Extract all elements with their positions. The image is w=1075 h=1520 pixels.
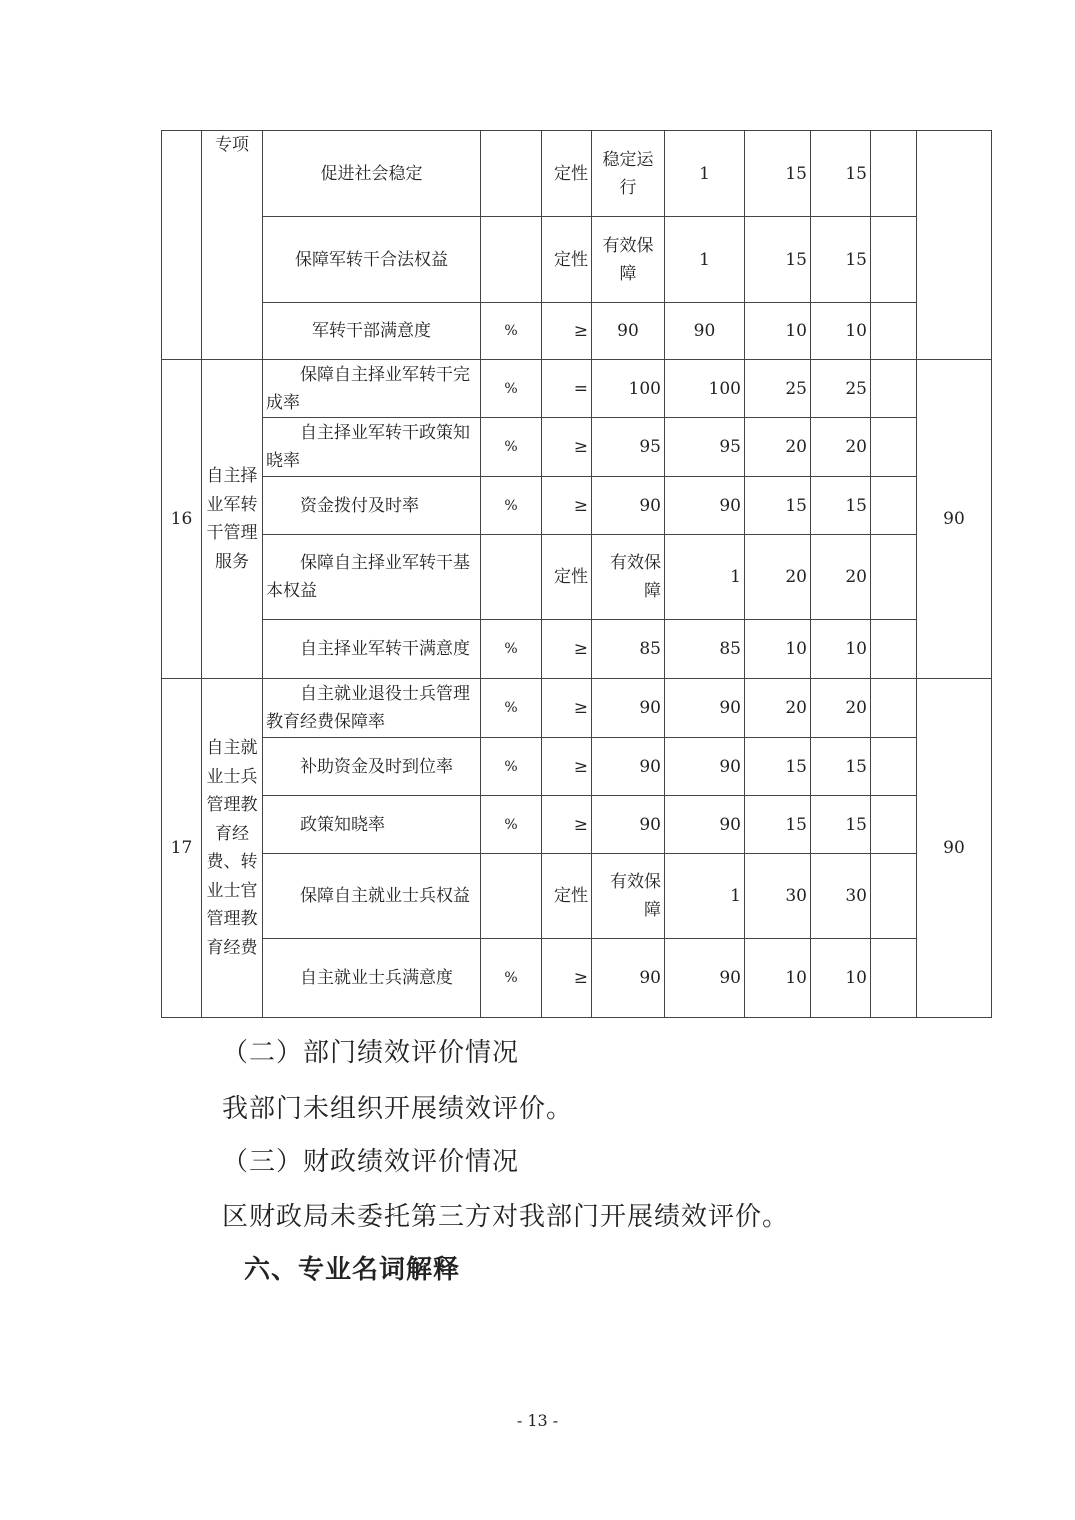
- indicator-target: 90: [592, 796, 665, 854]
- indicator-target: 90: [592, 738, 665, 796]
- performance-table: [161, 130, 992, 1018]
- indicator-target: 有效保障: [592, 854, 665, 939]
- indicator-name: 保障自主就业士兵权益: [263, 854, 481, 939]
- indicator-note: [871, 854, 917, 939]
- indicator-name: 资金拨付及时率: [263, 477, 481, 535]
- indicator-name: 自主就业退役士兵管理教育经费保障率: [263, 679, 481, 738]
- indicator-target: 100: [592, 360, 665, 418]
- indicator-note: [871, 796, 917, 854]
- indicator-operator: ≥: [542, 620, 592, 679]
- indicator-score: 10: [811, 939, 871, 1018]
- indicator-actual: 1: [665, 217, 745, 303]
- indicator-target: 90: [592, 679, 665, 738]
- indicator-weight: 30: [745, 854, 811, 939]
- indicator-weight: 15: [745, 131, 811, 217]
- indicator-actual: 90: [665, 939, 745, 1018]
- project-total-cell: 90: [917, 360, 992, 679]
- indicator-name: 自主择业军转干政策知晓率: [263, 418, 481, 477]
- indicator-score: 20: [811, 418, 871, 477]
- indicator-note: [871, 303, 917, 360]
- table-row: [162, 939, 992, 1018]
- table-row: [162, 796, 992, 854]
- indicator-actual: 1: [665, 131, 745, 217]
- indicator-operator: ≥: [542, 303, 592, 360]
- indicator-operator: ≥: [542, 738, 592, 796]
- indicator-actual: 90: [665, 303, 745, 360]
- indicator-note: [871, 477, 917, 535]
- indicator-target: 有效保障: [592, 535, 665, 620]
- indicator-operator: ≥: [542, 418, 592, 477]
- indicator-name: 保障自主择业军转干完成率: [263, 360, 481, 418]
- indicator-operator: =: [542, 360, 592, 418]
- dept-eval-heading: （二）部门绩效评价情况: [222, 1038, 520, 1068]
- indicator-weight: 20: [745, 535, 811, 620]
- table-row: [162, 738, 992, 796]
- indicator-score: 15: [811, 738, 871, 796]
- indicator-unit: %: [481, 679, 542, 738]
- indicator-actual: 1: [665, 535, 745, 620]
- indicator-operator: ≥: [542, 939, 592, 1018]
- indicator-unit: %: [481, 360, 542, 418]
- project-number-cell: 16: [162, 360, 202, 679]
- project-number-cell: [162, 131, 202, 360]
- indicator-note: [871, 679, 917, 738]
- project-category-cell: 自主择业军转干管理服务: [202, 360, 263, 679]
- indicator-actual: 1: [665, 854, 745, 939]
- table-row: [162, 854, 992, 939]
- indicator-target: 稳定运行: [592, 131, 665, 217]
- indicator-note: [871, 535, 917, 620]
- indicator-unit: %: [481, 796, 542, 854]
- indicator-weight: 15: [745, 217, 811, 303]
- indicator-note: [871, 418, 917, 477]
- indicator-name: 军转干部满意度: [263, 303, 481, 360]
- indicator-operator: 定性: [542, 854, 592, 939]
- fin-eval-heading: （三）财政绩效评价情况: [222, 1147, 520, 1177]
- indicator-note: [871, 360, 917, 418]
- indicator-name: 保障军转干合法权益: [263, 217, 481, 303]
- indicator-name: 保障自主择业军转干基本权益: [263, 535, 481, 620]
- indicator-name: 自主就业士兵满意度: [263, 939, 481, 1018]
- indicator-score: 15: [811, 131, 871, 217]
- indicator-score: 15: [811, 477, 871, 535]
- project-category-cell: 专项: [202, 131, 263, 360]
- dept-eval-text: 我部门未组织开展绩效评价。: [222, 1094, 574, 1124]
- indicator-score: 30: [811, 854, 871, 939]
- indicator-name: 补助资金及时到位率: [263, 738, 481, 796]
- indicator-unit: [481, 535, 542, 620]
- indicator-unit: [481, 217, 542, 303]
- indicator-target: 90: [592, 477, 665, 535]
- indicator-note: [871, 620, 917, 679]
- table-row: [162, 620, 992, 679]
- indicator-score: 10: [811, 620, 871, 679]
- indicator-target: 90: [592, 939, 665, 1018]
- indicator-note: [871, 738, 917, 796]
- project-total-cell: 90: [917, 679, 992, 1018]
- indicator-operator: ≥: [542, 679, 592, 738]
- indicator-target: 95: [592, 418, 665, 477]
- indicator-weight: 20: [745, 679, 811, 738]
- table-row: [162, 477, 992, 535]
- table-row: [162, 131, 992, 217]
- indicator-name: 促进社会稳定: [263, 131, 481, 217]
- indicator-actual: 95: [665, 418, 745, 477]
- indicator-score: 25: [811, 360, 871, 418]
- indicator-score: 20: [811, 679, 871, 738]
- table-row: [162, 360, 992, 418]
- indicator-unit: [481, 131, 542, 217]
- indicator-weight: 20: [745, 418, 811, 477]
- table-row: [162, 535, 992, 620]
- indicator-operator: 定性: [542, 131, 592, 217]
- indicator-operator: ≥: [542, 796, 592, 854]
- indicator-operator: ≥: [542, 477, 592, 535]
- indicator-actual: 90: [665, 679, 745, 738]
- glossary-heading: 六、专业名词解释: [244, 1255, 461, 1285]
- project-category-cell: 自主就业士兵管理教育经费、转业士官管理教育经费: [202, 679, 263, 1018]
- indicator-note: [871, 939, 917, 1018]
- indicator-operator: 定性: [542, 535, 592, 620]
- indicator-weight: 15: [745, 738, 811, 796]
- indicator-unit: %: [481, 418, 542, 477]
- indicator-unit: %: [481, 303, 542, 360]
- indicator-score: 20: [811, 535, 871, 620]
- indicator-score: 10: [811, 303, 871, 360]
- indicator-unit: [481, 854, 542, 939]
- indicator-weight: 10: [745, 303, 811, 360]
- project-total-cell: [917, 131, 992, 360]
- table-row: [162, 418, 992, 477]
- indicator-actual: 85: [665, 620, 745, 679]
- indicator-actual: 90: [665, 738, 745, 796]
- indicator-unit: %: [481, 620, 542, 679]
- indicator-unit: %: [481, 939, 542, 1018]
- indicator-weight: 15: [745, 477, 811, 535]
- indicator-target: 90: [592, 303, 665, 360]
- indicator-unit: %: [481, 738, 542, 796]
- indicator-score: 15: [811, 796, 871, 854]
- indicator-target: 85: [592, 620, 665, 679]
- fin-eval-text: 区财政局未委托第三方对我部门开展绩效评价。: [222, 1202, 790, 1232]
- indicator-actual: 90: [665, 477, 745, 535]
- indicator-weight: 10: [745, 939, 811, 1018]
- table-row: [162, 217, 992, 303]
- indicator-weight: 10: [745, 620, 811, 679]
- table-row: [162, 679, 992, 738]
- indicator-weight: 25: [745, 360, 811, 418]
- indicator-target: 有效保障: [592, 217, 665, 303]
- indicator-note: [871, 217, 917, 303]
- table-row: [162, 303, 992, 360]
- indicator-actual: 90: [665, 796, 745, 854]
- indicator-operator: 定性: [542, 217, 592, 303]
- indicator-unit: %: [481, 477, 542, 535]
- indicator-weight: 15: [745, 796, 811, 854]
- indicator-score: 15: [811, 217, 871, 303]
- page-number: - 13 -: [516, 1411, 559, 1430]
- indicator-actual: 100: [665, 360, 745, 418]
- indicator-name: 自主择业军转干满意度: [263, 620, 481, 679]
- project-number-cell: 17: [162, 679, 202, 1018]
- indicator-note: [871, 131, 917, 217]
- indicator-name: 政策知晓率: [263, 796, 481, 854]
